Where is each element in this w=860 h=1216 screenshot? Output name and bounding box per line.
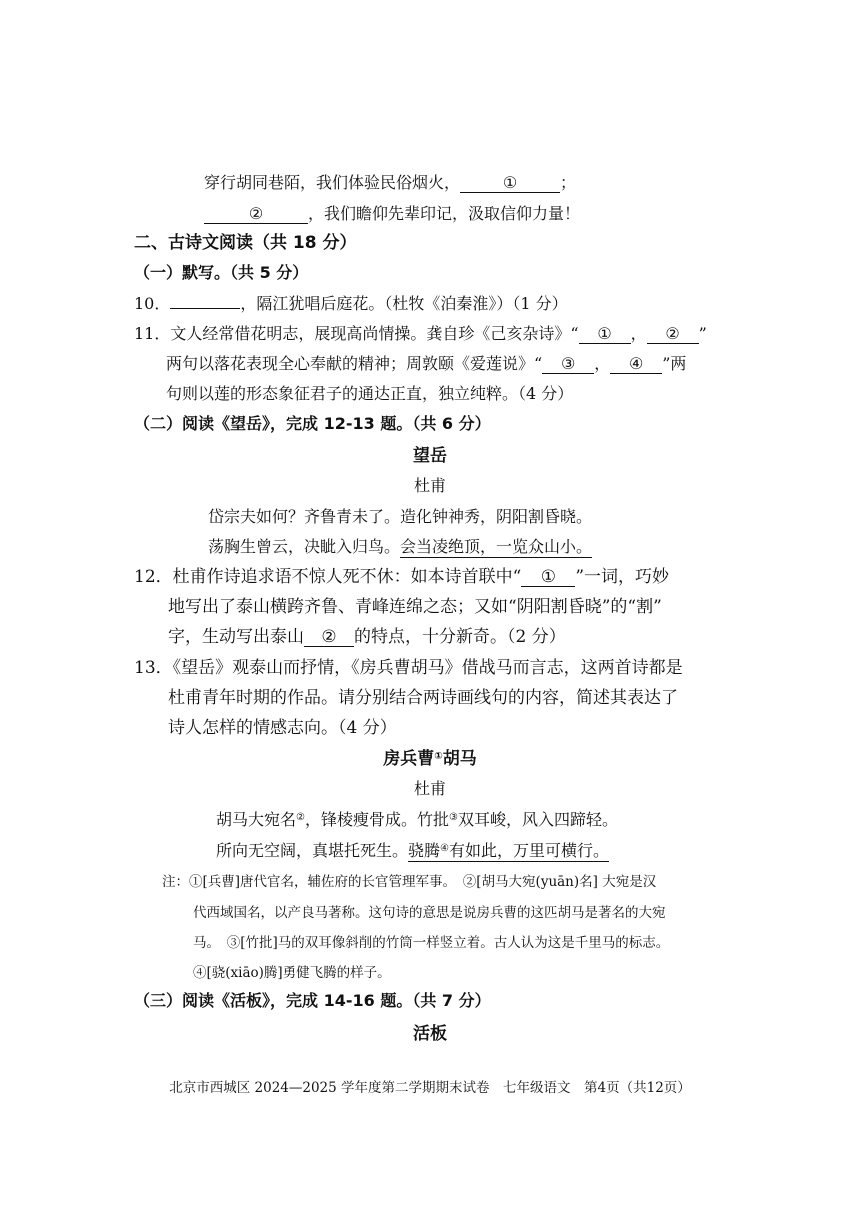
question-11-line-1 (134, 324, 707, 344)
poem-title: 望岳 (413, 446, 447, 466)
answer-blank-q12-1[interactable]: ① (521, 568, 575, 587)
question-13-line-3: 诗人怎样的情感志向。（4 分） (168, 718, 397, 738)
title-part: 胡马 (442, 749, 477, 769)
poem-text: 有如此，万里可横行。 (449, 841, 610, 860)
poem-text: 所向无空阔，真堪托死生。 (216, 841, 409, 860)
question-text: 字，生动写出泰山 (168, 627, 304, 647)
note-line: 马。 ③[竹批]马的双耳像斜削的竹筒一样竖立着。古人认为这是千里马的标志。 (193, 935, 670, 951)
quote-close: ” (698, 324, 707, 343)
question-number: 11． (134, 324, 171, 343)
note-line: 代西域国名，以产良马著称。这句诗的意思是说房兵曹的这匹胡马是著名的大宛 (193, 905, 666, 921)
poem-line: 岱宗夫如何？齐鲁青未了。造化钟神秀，阴阳割昏晓。 (208, 507, 593, 526)
comma: ， (594, 354, 611, 373)
question-12-line-1 (134, 567, 669, 587)
intro-text-2: ，我们瞻仰先辈印记，汲取信仰力量！ (308, 204, 581, 223)
note-line: 注：①[兵曹]唐代官名，辅佐府的长官管理军事。 ②[胡马大宛(yuān)名] 大宛是汉 (162, 874, 657, 890)
section-title: 活板 (413, 1024, 447, 1044)
poem-text: 骁腾 (408, 841, 441, 860)
answer-blank-q11-4[interactable]: ④ (610, 355, 662, 374)
intro-semicolon: ； (560, 173, 577, 192)
question-11-line-2 (166, 354, 686, 374)
footnote-marker: ③ (449, 812, 458, 823)
question-13-line-1 (134, 658, 683, 678)
poem-text: ，锋棱瘦骨成。竹批 (304, 810, 449, 829)
answer-blank-q12-2[interactable]: ② (304, 628, 354, 647)
answer-blank-1[interactable]: ① (460, 174, 560, 193)
question-number: 10． (134, 294, 171, 313)
footnote-marker: ② (296, 812, 305, 823)
section-heading: 二、古诗文阅读（共 18 分） (134, 233, 357, 253)
question-text: 《望岳》观泰山而抒情，《房兵曹胡马》借战马而言志，这两首诗都是 (172, 658, 683, 678)
question-text: 两句以落花表现全心奉献的精神；周敦颐《爱莲说》“ (166, 354, 543, 373)
poem-text: 双耳峻，风入四蹄轻。 (457, 810, 618, 829)
comma: ， (630, 324, 647, 343)
question-11-line-3: 句则以莲的形态象征君子的通达正直，独立纯粹。（4 分） (166, 384, 574, 403)
question-12-line-2: 地写出了泰山横跨齐鲁、青峰连绵之态；又如“阴阳割昏晓”的“割” (168, 597, 662, 617)
question-10 (134, 294, 568, 314)
quote-close: ”两 (662, 354, 687, 373)
part1-heading: （一）默写。（共 5 分） (134, 263, 309, 282)
underlined-line (408, 841, 609, 862)
answer-blank-q11-2[interactable]: ② (647, 325, 699, 344)
part3-heading: （三）阅读《活板》，完成 14-16 题。（共 7 分） (134, 991, 491, 1010)
underlined-line: 会当凌绝顶，一览众山小。 (400, 537, 593, 556)
poem-author: 杜甫 (413, 779, 446, 798)
answer-blank-q11-3[interactable]: ③ (542, 355, 594, 374)
question-text: 杜甫作诗追求语不惊人死不休：如本诗首联中“ (172, 567, 522, 587)
note-line: ④[骁(xiāo)腾]勇健飞腾的样子。 (193, 965, 391, 981)
answer-blank-q10[interactable] (170, 308, 240, 309)
part2-heading: （二）阅读《望岳》，完成 12-13 题。（共 6 分） (134, 414, 491, 433)
intro-line-2 (204, 204, 580, 224)
page-footer: 北京市西城区 2024—2025 学年度第二学期期末试卷 七年级语文 第4页（共12页） (169, 1080, 691, 1096)
question-text: ，隔江犹唱后庭花。（杜牧《泊秦淮》）（1 分） (240, 294, 568, 313)
footnote-marker: ④ (440, 843, 449, 854)
poem-text: 胡马大宛名 (216, 810, 297, 829)
poem-title (0, 749, 860, 769)
footnote-marker: ① (434, 751, 443, 762)
poem-text: 荡胸生曾云，决眦入归鸟。 (208, 537, 401, 556)
question-text: 文人经常借花明志，展现高尚情操。龚自珍《己亥杂诗》“ (170, 324, 579, 343)
question-text: ”一词，巧妙 (575, 567, 670, 587)
poem-line (216, 841, 609, 861)
poem-line (216, 810, 618, 830)
answer-blank-q11-1[interactable]: ① (579, 325, 631, 344)
question-number: 13． (134, 658, 173, 678)
poem-line (208, 537, 592, 557)
question-text: 的特点，十分新奇。（2 分） (354, 627, 566, 647)
answer-blank-2[interactable]: ② (204, 205, 308, 224)
intro-text-1: 穿行胡同巷陌，我们体验民俗烟火， (204, 173, 461, 192)
intro-line-1 (204, 173, 576, 193)
poem-author: 杜甫 (413, 476, 446, 495)
question-number: 12． (134, 567, 173, 587)
question-12-line-3 (168, 627, 566, 647)
question-13-line-2: 杜甫青年时期的作品。请分别结合两诗画线句的内容，简述其表达了 (168, 688, 678, 708)
title-part: 房兵曹 (383, 749, 435, 769)
